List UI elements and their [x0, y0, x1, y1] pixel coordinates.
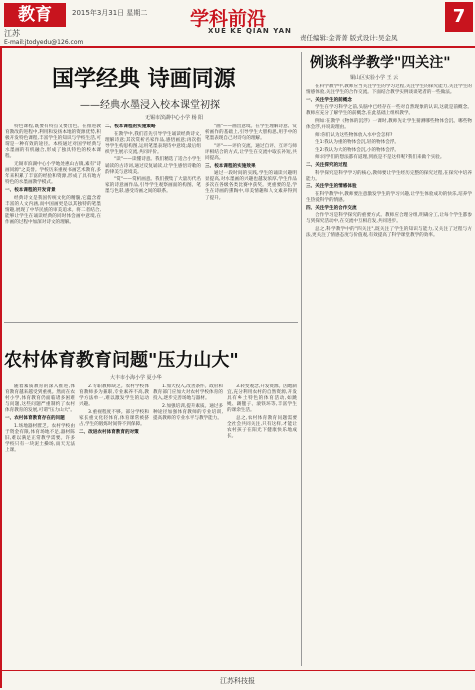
- footer-rule: [0, 670, 475, 671]
- section-heading: 一、关注学生的前概念: [306, 97, 352, 103]
- paragraph: "读"——读懂诗意。我们精选了适合小学生诵读的古诗词,通过反复诵读,让学生感悟诗歌的韵律美与意境美。: [105, 157, 201, 175]
- editors: 责任编辑:金菁菁 版式设计:吴金凤: [300, 34, 398, 42]
- paragraph: 随着素质教育的深入推进,体育教育越来越受到重视。然而在农村小学,体育教育仍面临诸多困难与问题,这些问题严重制约了农村体育教育的发展,可谓"压力山大"。: [5, 384, 75, 414]
- paragraph: 1.加大投入,改善条件。政府和教育部门应加大对农村学校体育的投入,逐步完善场地与器材。: [153, 384, 223, 402]
- paragraph: 3.转变观念,开发资源。因地制宜,充分利用农村的自然资源,开发具有乡土特色的体育活动,如跳绳、踢毽子、滚铁环等,丰富学生的课余生活。: [227, 384, 297, 414]
- paragraph: 在科学教学中,教师应当关注学生的学习过程,关注学生的探究能力,关注学生的情感体验,关注学生的合作交流。下面结合教学实例谈谈笔者的一些做法。: [306, 84, 472, 96]
- header-rule: [0, 46, 475, 48]
- paragraph: 2.加强培训,提升素质。通过多种途径加强体育教师的专业培训,提高教师的专业水平与教学能力。: [153, 403, 223, 421]
- paragraph: "评"——评价交流。通过自评、互评与师评相结合的方式,让学生在交流中取长补短,共同提高。: [205, 143, 297, 161]
- article2-column-4: [227, 384, 297, 666]
- paragraph: 特色课程,既要有特点又要出色。在推进教育教改的进程中,利用和发扬本地的资源优势,积极开发特色课程,丰富学生的知识与学校生活,可谓是一种有效的途径。本校通过对国学经典与水墨画的有机融合,形成了独具特色的校本课程。: [5, 124, 101, 160]
- article1-byline: 无锡市滨湖中心小学 杨 阳: [145, 115, 204, 121]
- masthead: [0, 0, 475, 48]
- section-heading: 三、校本课程的实施效果: [205, 163, 256, 169]
- paragraph: 总之,农村体育教育问题需要全社会共同关注,只有这样,才能让农村孩子在阳光下健康快乐地成长。: [227, 415, 297, 440]
- dialogue-line: 生1:我认为重的物体会沉,轻的物体会浮。: [315, 140, 400, 146]
- article1-subtitle: ——经典水墨浸入校本课堂初探: [80, 100, 220, 111]
- article2-byline: 大丰市小海小学 夏小华: [110, 375, 162, 381]
- paragraph: 无锡市滨湖中心小学地处惠山古镇,素有"诗画同源"之美誉。学校历来重视书画艺术教育,多年来积累了丰富的经验和资源,形成了具有地方特色的水墨画教学模式。: [5, 162, 101, 186]
- article1-column-1: [5, 124, 101, 318]
- dateline: 2015年3月31日 星期二: [72, 9, 148, 17]
- email: E-mail:jtodyedu@126.com: [4, 39, 84, 46]
- section-heading: 二、校本课程的实施策略: [105, 124, 156, 129]
- section-heading: 一、校本课程的开发背景: [5, 187, 56, 193]
- dialogue-line: 生2:我认为大的物体会沉,小的物体会浮。: [315, 147, 400, 153]
- dialogue-line: 师:同学们的想法都有道理,到底是不是这样呢?我们来做个实验。: [315, 155, 445, 161]
- paragraph: 总之,科学教学中的"四关注",既关注了学生的知识与能力,又关注了过程与方法,更关注了情感态度与价值观,有效提高了科学课堂教学的效率。: [306, 226, 472, 238]
- section-heading: 二、改进农村体育教育的对策: [79, 429, 139, 435]
- logo-subtitle: 江苏: [4, 29, 20, 38]
- paragraph: 在科学教学中,教师要注意激发学生的学习兴趣,让学生体验成功的快乐,培养学生热爱科学的情感。: [306, 191, 472, 203]
- article-divider: [4, 322, 298, 323]
- section-pinyin: XUE KE QIAN YAN: [208, 27, 292, 35]
- article1-column-2: [105, 124, 201, 318]
- paragraph: 经典诗文是我国传统文化的精髓,它蕴含着丰富的人文内涵,而中国画更是以其独特的笔墨情趣,展现了中华民族的审美追求。将二者结合,能够让学生在诵读经典的同时体会画中意境,在作画的过程中加深对诗文的理解。: [5, 195, 101, 225]
- article3-byline: 铜山区实验小学 王 云: [350, 75, 399, 81]
- paragraph: 3.重视程度不够。部分学校和家长重文化轻体育,体育课常被挤占,学生的锻炼时间得不到保障。: [79, 409, 149, 428]
- article3-title: 例谈科学教学"四关注": [310, 55, 451, 71]
- paragraph: 例如:在教学《物体的沉浮》一课时,教师先让学生猜测哪些物体会沉、哪些物体会浮,并说说理由。: [306, 118, 472, 131]
- article2-column-1: [5, 384, 75, 666]
- section-heading: 一、农村体育教育存在的问题: [5, 415, 65, 421]
- paragraph: 合作学习是科学探究的重要方式。教师应合理分组,明确分工,让每个学生都参与到探究活动中,在交流中互相启发,共同进步。: [306, 213, 472, 225]
- article1-title: 国学经典 诗画同源: [52, 66, 236, 92]
- section-heading: 四、关注学生的合作交流: [306, 205, 357, 211]
- paragraph: "赏"——赏析画意。我们搜集了大量历代名家的诗意画作品,引导学生观察画面的构图、笔墨与色彩,感受诗画之间的联系。: [105, 177, 201, 195]
- newspaper-logo: 教育: [4, 3, 66, 27]
- article3-body: [306, 84, 472, 666]
- paragraph: 科学探究是科学学习的核心,教师要让学生经历完整的探究过程,在探究中培养能力。: [306, 170, 472, 182]
- section-title: 学科前沿: [190, 8, 267, 30]
- article2-column-3: [153, 384, 223, 666]
- article1-column-3: [205, 124, 297, 318]
- page-number: 7: [445, 2, 473, 32]
- paragraph: 2.专职教师缺乏。农村学校体育教师多为兼职,专业素养不高,教学方法单一,难以激发学生的运动兴趣。: [79, 384, 149, 408]
- paragraph: 学生在学习科学之前,头脑中已经存在一些对自然现象的认识,这就是前概念。教师应充分了解学生的前概念,在此基础上组织教学。: [306, 105, 472, 117]
- paragraph: 通过一段时间的实践,学生的诵读兴趣明显提高,对水墨画的兴趣也越发浓厚,学生作品多次在各级各类比赛中获奖。更重要的是,学生在诗画的熏陶中,审美情趣和人文素养得到了提升。: [205, 171, 297, 201]
- left-border: [0, 48, 2, 688]
- paragraph: 1.场地器材匮乏。农村学校由于资金有限,体育场地不足,器材陈旧,难以满足正常教学需要。许多学校只有一块泥土操场,雨天无法上课。: [5, 423, 75, 453]
- paragraph: 在教学中,我们首先引导学生诵读经典诗文,理解诗意;其次赏析名家作品,感悟画意;再次指导学生构思构图,运用笔墨表现诗中意境;最后组织学生展示交流,共同评价。: [105, 131, 201, 155]
- section-heading: 二、关注探究的过程: [306, 163, 348, 169]
- section-heading: 三、关注学生的情感体验: [306, 184, 357, 190]
- paragraph: "画"——画出意境。在学生理解诗意、赏析画作的基础上,引导学生大胆构思,用手中的笔墨表现自己对诗句的理解。: [205, 124, 297, 142]
- column-divider: [301, 52, 302, 666]
- article2-column-2: [79, 384, 149, 666]
- article2-title: 农村体育教育问题"压力山大": [4, 350, 239, 371]
- footer-text: 江苏科技报: [220, 677, 255, 685]
- dialogue-line: 师:你们认为这些物体放入水中会怎样?: [315, 132, 393, 138]
